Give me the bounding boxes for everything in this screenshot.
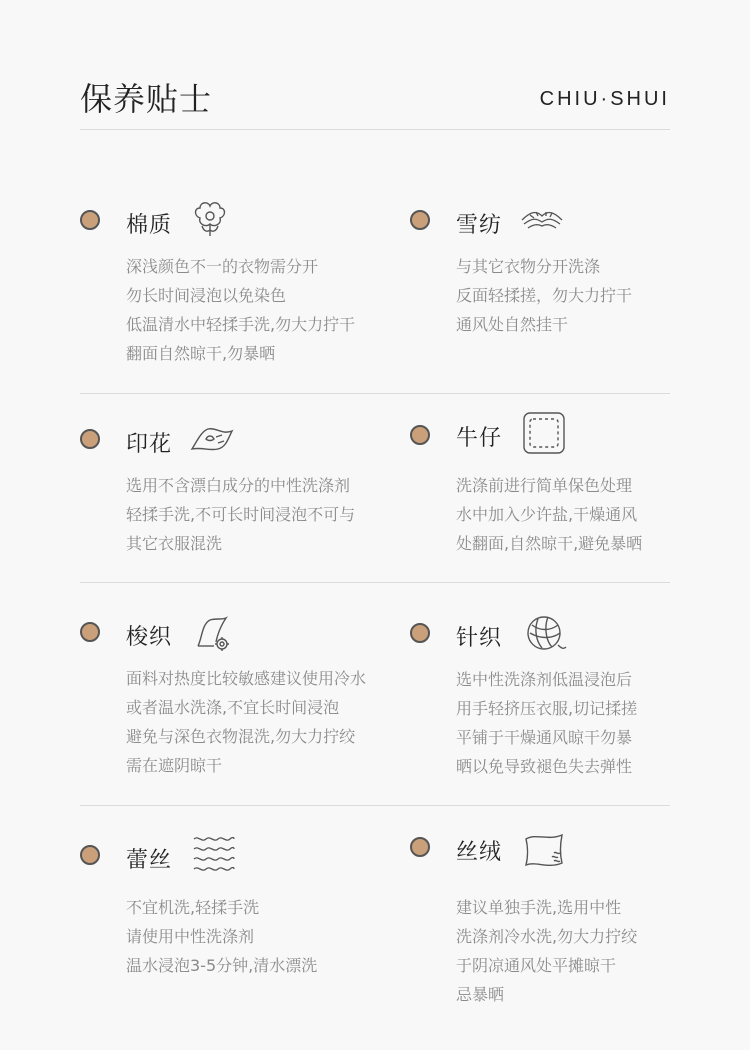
lace-icon [190,831,238,875]
bullet-dot [80,429,100,449]
care-text [456,893,637,1009]
care-line: 请使用中性洗涤剂 [126,927,255,946]
care-text [456,252,632,339]
woven-icon [192,612,236,656]
care-text [126,471,355,558]
care-line: 平铺于干燥通风晾干勿暴 [456,728,633,747]
fabric-name: 针织 [456,626,503,651]
bullet-dot [80,210,100,230]
care-line: 处翻面,自然晾干,避免暴晒 [456,534,643,553]
care-line: 选用不含漂白成分的中性洗涤剂 [126,476,351,495]
care-line: 晒以免导致褪色失去弹性 [456,757,633,776]
care-text [126,252,355,368]
row-divider [80,805,670,806]
care-line: 用手轻挤压衣服,切记揉搓 [456,699,638,718]
care-line: 避免与深色衣物混洗,勿大力拧绞 [126,727,356,746]
bullet-dot [410,425,430,445]
care-line: 温水浸泡3-5分钟,清水漂洗 [126,956,318,975]
bullet-dot [80,622,100,642]
fabric-name: 棉质 [126,213,173,238]
care-text [456,665,637,781]
care-line: 与其它衣物分开洗涤 [456,257,601,276]
page-title: 保养贴士 [80,80,213,118]
print-icon [188,417,238,461]
care-line: 面料对热度比较敏感建议使用冷水 [126,669,367,688]
bullet-dot [410,210,430,230]
row-divider [80,582,670,583]
care-line: 深浅颜色不一的衣物需分开 [126,257,319,276]
care-line: 水中加入少许盐,干燥通风 [456,505,638,524]
care-line: 不宜机洗,轻揉手洗 [126,898,260,917]
care-line: 低温清水中轻揉手洗,勿大力拧干 [126,315,356,334]
care-line: 反面轻揉搓，勿大力拧干 [456,286,633,305]
chiffon-icon [518,198,566,242]
care-line: 忌暴晒 [456,985,505,1004]
yarn-ball-icon [524,611,568,655]
care-text [126,893,317,980]
cotton-icon [188,198,232,242]
care-line: 选中性洗涤剂低温浸泡后 [456,670,633,689]
row-divider [80,393,670,394]
brand-logo: CHIU·SHUI [539,88,670,110]
care-line: 洗涤前进行简单保色处理 [456,476,633,495]
care-text [456,471,642,558]
care-line: 或者温水洗涤,不宜长时间浸泡 [126,698,340,717]
care-line: 需在遮阴晾干 [126,756,223,775]
fabric-name: 牛仔 [456,426,503,451]
care-line: 其它衣服混洗 [126,534,223,553]
fabric-name: 印花 [126,432,173,457]
fabric-name: 丝绒 [456,840,503,865]
fabric-name: 梭织 [126,625,173,650]
denim-icon [520,409,568,457]
care-line: 建议单独手洗,选用中性 [456,898,622,917]
fabric-name: 蕾丝 [126,848,173,873]
care-line: 勿长时间浸泡以免染色 [126,286,287,305]
care-line: 轻揉手洗,不可长时间浸泡不可与 [126,505,356,524]
care-line: 翻面自然晾干,勿暴晒 [126,344,276,363]
care-line: 通风处自然挂干 [456,315,569,334]
care-line: 于阴凉通风处平摊晾干 [456,956,617,975]
bullet-dot [410,837,430,857]
bullet-dot [80,845,100,865]
velvet-icon [520,829,570,873]
care-text [126,664,366,780]
header-divider [80,129,670,130]
bullet-dot [410,623,430,643]
care-line: 洗涤剂冷水洗,勿大力拧绞 [456,927,638,946]
fabric-name: 雪纺 [456,213,503,238]
